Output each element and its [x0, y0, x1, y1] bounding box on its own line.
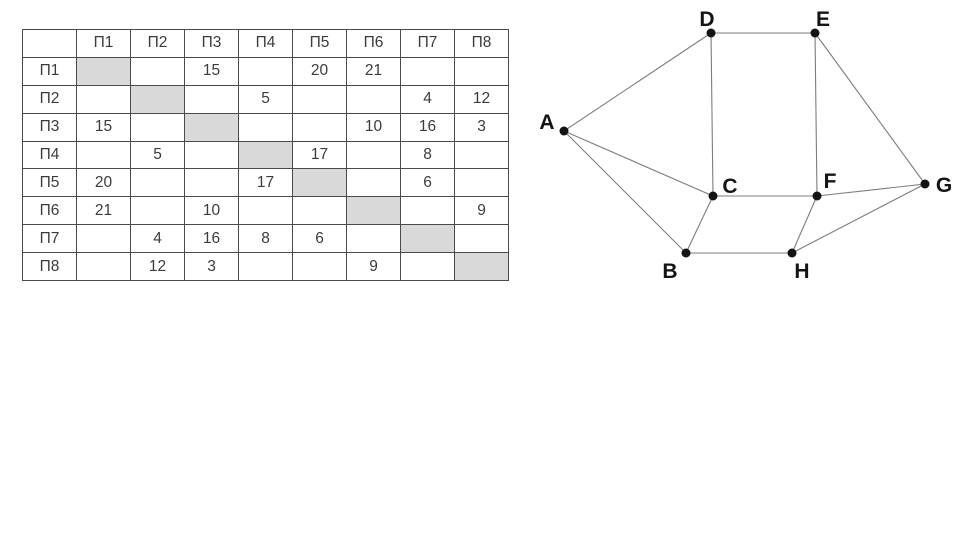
- matrix-cell: 20: [77, 169, 131, 197]
- graph-vertex-H: [788, 249, 797, 258]
- graph-vertex-label-F: F: [823, 170, 837, 193]
- matrix-col-header: П4: [239, 30, 293, 58]
- matrix-cell: 3: [185, 253, 239, 281]
- graph-vertex-G: [921, 180, 930, 189]
- matrix-cell: 6: [293, 225, 347, 253]
- matrix-cell: 17: [239, 169, 293, 197]
- matrix-col-header: П2: [131, 30, 185, 58]
- matrix-cell: 4: [401, 85, 455, 113]
- matrix-col-header: П7: [401, 30, 455, 58]
- graph-edges: [564, 33, 925, 253]
- graph-vertex-B: [682, 249, 691, 258]
- graph-vertex-label-H: H: [794, 260, 810, 283]
- matrix-cell: 15: [77, 113, 131, 141]
- matrix-cell: 16: [401, 113, 455, 141]
- matrix-cell: 8: [239, 225, 293, 253]
- matrix-row-header: П6: [23, 197, 77, 225]
- matrix-cell: 12: [131, 253, 185, 281]
- graph-vertex-labels: [539, 8, 952, 283]
- matrix-cell: 21: [347, 57, 401, 85]
- matrix-row-header: П3: [23, 113, 77, 141]
- matrix-cell: 3: [455, 113, 509, 141]
- matrix-col-header: П8: [455, 30, 509, 58]
- matrix-cell: 9: [347, 253, 401, 281]
- matrix-cell: 9: [455, 197, 509, 225]
- graph-edge-D-C: [711, 33, 713, 196]
- matrix-cell: 10: [347, 113, 401, 141]
- graph-vertex-label-G: G: [935, 174, 953, 197]
- matrix-col-header: П1: [77, 30, 131, 58]
- graph-vertex-A: [560, 127, 569, 136]
- matrix-row-header: П5: [23, 169, 77, 197]
- matrix-row-header: П2: [23, 85, 77, 113]
- matrix-cell: 5: [239, 85, 293, 113]
- matrix-cell: 10: [185, 197, 239, 225]
- matrix-cell: 6: [401, 169, 455, 197]
- graph-edge-E-F: [815, 33, 817, 196]
- graph-edge-A-C: [564, 131, 713, 196]
- graph-edge-A-D: [564, 33, 711, 131]
- matrix-cell: 8: [401, 141, 455, 169]
- matrix-row-header: П1: [23, 57, 77, 85]
- graph-vertex-label-A: A: [539, 111, 555, 134]
- graph-vertex-label-C: C: [722, 175, 738, 198]
- graph-edge-C-B: [686, 196, 713, 253]
- graph-edge-H-G: [792, 184, 925, 253]
- matrix-cell: 4: [131, 225, 185, 253]
- graph-vertex-C: [709, 192, 718, 201]
- graph-edge-A-B: [564, 131, 686, 253]
- graph-vertex-label-E: E: [815, 8, 831, 31]
- matrix-cell: 21: [77, 197, 131, 225]
- graph-vertices: [560, 29, 930, 258]
- graph-edge-E-G: [815, 33, 925, 184]
- matrix-cell: 5: [131, 141, 185, 169]
- matrix-col-header: П6: [347, 30, 401, 58]
- matrix-row-header: П7: [23, 225, 77, 253]
- matrix-cell: 12: [455, 85, 509, 113]
- graph-edge-F-H: [792, 196, 817, 253]
- matrix-col-header: П5: [293, 30, 347, 58]
- matrix-cell: 16: [185, 225, 239, 253]
- graph-vertex-F: [813, 192, 822, 201]
- matrix-col-header: П3: [185, 30, 239, 58]
- matrix-row-header: П8: [23, 253, 77, 281]
- matrix-cell: 17: [293, 141, 347, 169]
- graph-vertex-label-D: D: [699, 8, 715, 31]
- matrix-cell: 20: [293, 57, 347, 85]
- graph-vertex-label-B: B: [662, 260, 678, 283]
- matrix-row-header: П4: [23, 141, 77, 169]
- matrix-cell: 15: [185, 57, 239, 85]
